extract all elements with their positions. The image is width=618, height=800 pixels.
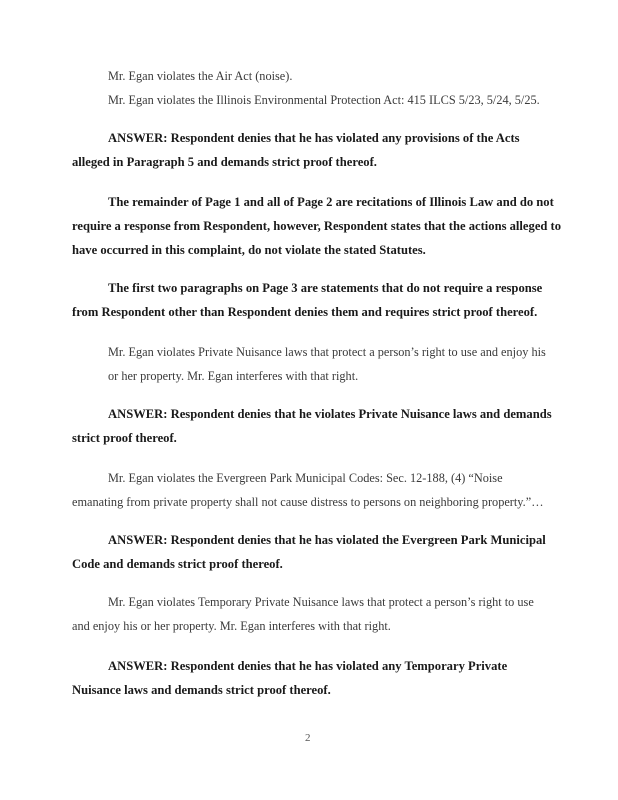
answer-line: ANSWER: Respondent denies that he violates Private Nuisance laws and demands xyxy=(108,407,552,421)
claim-line: emanating from private property shall not cause distress to persons on neighboring property.”… xyxy=(72,495,544,509)
statement-line: require a response from Respondent, however, Respondent states that the actions alleged to xyxy=(72,219,562,233)
statement-line: The remainder of Page 1 and all of Page 2 are recitations of Illinois Law and do not xyxy=(108,195,554,209)
claim-line: Mr. Egan violates Temporary Private Nuisance laws that protect a person’s right to use xyxy=(108,595,534,609)
statement-line: The first two paragraphs on Page 3 are statements that do not require a response xyxy=(108,281,543,295)
answer-line: ANSWER: Respondent denies that he has violated any Temporary Private xyxy=(108,659,508,673)
answer-line: Code and demands strict proof thereof. xyxy=(72,557,283,571)
answer-line: alleged in Paragraph 5 and demands strict proof thereof. xyxy=(72,155,377,169)
claim-line: or her property. Mr. Egan interferes with that right. xyxy=(108,369,359,383)
claim-line: Mr. Egan violates the Evergreen Park Municipal Codes: Sec. 12-188, (4) “Noise xyxy=(108,471,503,485)
claim-line: Mr. Egan violates the Air Act (noise). xyxy=(108,69,293,83)
answer-line: strict proof thereof. xyxy=(72,431,177,445)
statement-line: have occurred in this complaint, do not violate the stated Statutes. xyxy=(72,243,426,257)
answer-line: Nuisance laws and demands strict proof thereof. xyxy=(72,683,331,697)
answer-line: ANSWER: Respondent denies that he has violated the Evergreen Park Municipal xyxy=(108,533,546,547)
claim-line: Mr. Egan violates Private Nuisance laws that protect a person’s right to use and enjoy his xyxy=(108,345,546,359)
page-number: 2 xyxy=(305,732,311,744)
answer-line: ANSWER: Respondent denies that he has violated any provisions of the Acts xyxy=(108,131,520,145)
statement-line: from Respondent other than Respondent denies them and requires strict proof thereof. xyxy=(72,305,538,319)
claim-line: Mr. Egan violates the Illinois Environmental Protection Act: 415 ILCS 5/23, 5/24, 5/25. xyxy=(108,93,540,107)
claim-line: and enjoy his or her property. Mr. Egan interferes with that right. xyxy=(72,619,391,633)
